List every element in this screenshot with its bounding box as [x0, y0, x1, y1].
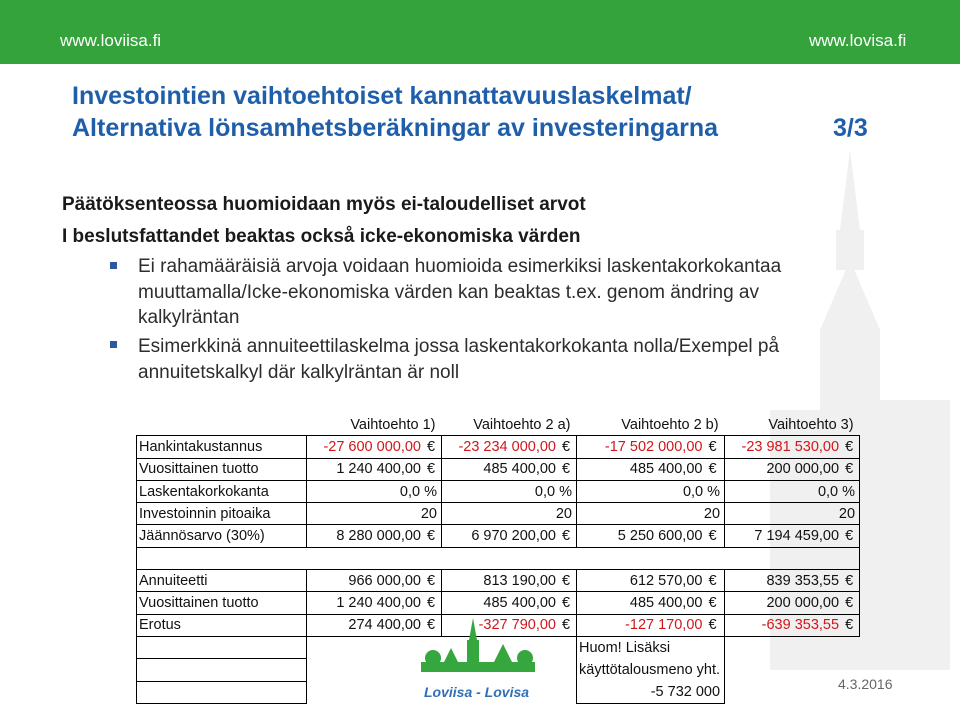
cell-value: 813 190,00 — [442, 570, 561, 592]
cell-value: -639 353,55 — [725, 614, 844, 636]
cell-value: 8 280 000,00 — [307, 525, 426, 547]
table-spacer-row — [137, 547, 860, 569]
euro-sign: € — [843, 458, 860, 480]
cell-value: 0,0 % — [307, 480, 442, 502]
table-header-row — [137, 414, 860, 436]
page-number: 3/3 — [833, 114, 868, 142]
euro-sign: € — [425, 592, 442, 614]
table-row — [137, 458, 860, 480]
empty-label-cell — [137, 681, 307, 703]
column-header: Vaihtoehto 2 a) — [473, 416, 571, 433]
row-label: Investoinnin pitoaika — [137, 503, 307, 525]
bullet-2-line-2: annuitetskalkyl där kalkylräntan är noll — [138, 362, 460, 383]
cell-value: 20 — [577, 503, 725, 525]
euro-sign: € — [843, 436, 860, 458]
subheading-sv: I beslutsfattandet beaktas också icke-ekonomiska värden — [62, 226, 581, 247]
euro-sign: € — [706, 458, 724, 480]
euro-sign: € — [560, 458, 577, 480]
row-label: Hankintakustannus — [137, 436, 307, 458]
bullet-1-line-3: kalkylräntan — [138, 307, 240, 328]
euro-sign: € — [425, 458, 442, 480]
cell-value: 200 000,00 — [725, 458, 844, 480]
bullet-1-line-1: Ei rahamääräisiä arvoja voidaan huomioida esimerkiksi laskentakorkokantaa — [138, 256, 782, 277]
cell-value: 20 — [307, 503, 442, 525]
row-label: Vuosittainen tuotto — [137, 458, 307, 480]
euro-sign: € — [843, 592, 860, 614]
cell-value: 612 570,00 — [577, 570, 707, 592]
url-left[interactable]: www.loviisa.fi — [60, 31, 162, 50]
bullet-marker-1 — [110, 262, 117, 269]
cell-value: 1 240 400,00 — [307, 458, 426, 480]
euro-sign: € — [560, 592, 577, 614]
row-label: Erotus — [137, 614, 307, 636]
cell-value: 274 400,00 — [307, 614, 426, 636]
cell-value: 5 250 600,00 — [577, 525, 707, 547]
euro-sign: € — [706, 570, 724, 592]
cell-value: 20 — [725, 503, 860, 525]
empty-label-cell — [137, 636, 307, 658]
cell-value: -23 981 530,00 — [725, 436, 844, 458]
cell-value: -23 234 000,00 — [442, 436, 561, 458]
note-text: -5 732 000 — [577, 681, 725, 703]
cell-value: 1 240 400,00 — [307, 592, 426, 614]
table-row — [137, 570, 860, 592]
url-right[interactable]: www.lovisa.fi — [809, 31, 907, 50]
page-title-line-2: Alternativa lönsamhetsberäkningar av investeringarna — [72, 114, 719, 142]
euro-sign: € — [560, 570, 577, 592]
table-corner — [137, 414, 307, 436]
euro-sign: € — [425, 525, 442, 547]
cell-value: 485 400,00 — [442, 458, 561, 480]
euro-sign: € — [706, 525, 724, 547]
cell-value: 0,0 % — [442, 480, 577, 502]
euro-sign: € — [706, 592, 724, 614]
row-label: Jäännösarvo (30%) — [137, 525, 307, 547]
cell-value: 839 353,55 — [725, 570, 844, 592]
loviisa-logo-icon — [413, 618, 543, 688]
note-text: käyttötalousmeno yht. — [577, 659, 725, 681]
bullet-1-line-2: muuttamalla/Icke-ekonomiska värden kan beaktas t.ex. genom ändring av — [138, 282, 759, 303]
column-header: Vaihtoehto 1) — [350, 416, 436, 433]
spacer-cell — [137, 547, 860, 569]
cell-value: 7 194 459,00 — [725, 525, 844, 547]
slide-date: 4.3.2016 — [838, 676, 893, 692]
table-row — [137, 436, 860, 458]
table-row — [137, 525, 860, 547]
note-text: Huom! Lisäksi — [577, 636, 725, 658]
bullet-marker-2 — [110, 341, 117, 348]
euro-sign: € — [560, 525, 577, 547]
euro-sign: € — [425, 436, 442, 458]
cell-value: 0,0 % — [577, 480, 725, 502]
cell-value: 200 000,00 — [725, 592, 844, 614]
column-header: Vaihtoehto 3) — [768, 416, 854, 433]
euro-sign: € — [843, 570, 860, 592]
row-label: Laskentakorkokanta — [137, 480, 307, 502]
euro-sign: € — [843, 614, 860, 636]
euro-sign: € — [706, 436, 724, 458]
cell-value: 20 — [442, 503, 577, 525]
column-header: Vaihtoehto 2 b) — [621, 416, 719, 433]
euro-sign: € — [560, 614, 577, 636]
cell-value: 966 000,00 — [307, 570, 426, 592]
euro-sign: € — [425, 570, 442, 592]
euro-sign: € — [706, 614, 724, 636]
euro-sign: € — [560, 436, 577, 458]
cell-value: -17 502 000,00 — [577, 436, 707, 458]
table-row — [137, 480, 860, 502]
table-row — [137, 503, 860, 525]
euro-sign: € — [843, 525, 860, 547]
logo-wordmark: Loviisa - Lovisa — [424, 684, 530, 700]
cell-value: 485 400,00 — [442, 592, 561, 614]
subheading-fi: Päätöksenteossa huomioidaan myös ei-taloudelliset arvot — [62, 194, 586, 215]
cell-value: 0,0 % — [725, 480, 860, 502]
row-label: Vuosittainen tuotto — [137, 592, 307, 614]
row-label: Annuiteetti — [137, 570, 307, 592]
header-bar — [0, 0, 960, 64]
cell-value: 485 400,00 — [577, 458, 707, 480]
table-row — [137, 592, 860, 614]
cell-value: -127 170,00 — [577, 614, 707, 636]
bullet-2-line-1: Esimerkkinä annuiteettilaskelma jossa laskentakorkokanta nolla/Exempel på — [138, 336, 780, 357]
euro-sign: € — [425, 614, 442, 636]
cell-value: -327 790,00 — [442, 614, 561, 636]
empty-label-cell — [137, 659, 307, 681]
cell-value: -27 600 000,00 — [307, 436, 426, 458]
cell-value: 485 400,00 — [577, 592, 707, 614]
page-title-line-1: Investointien vaihtoehtoiset kannattavuuslaskelmat/ — [72, 82, 692, 110]
cell-value: 6 970 200,00 — [442, 525, 561, 547]
